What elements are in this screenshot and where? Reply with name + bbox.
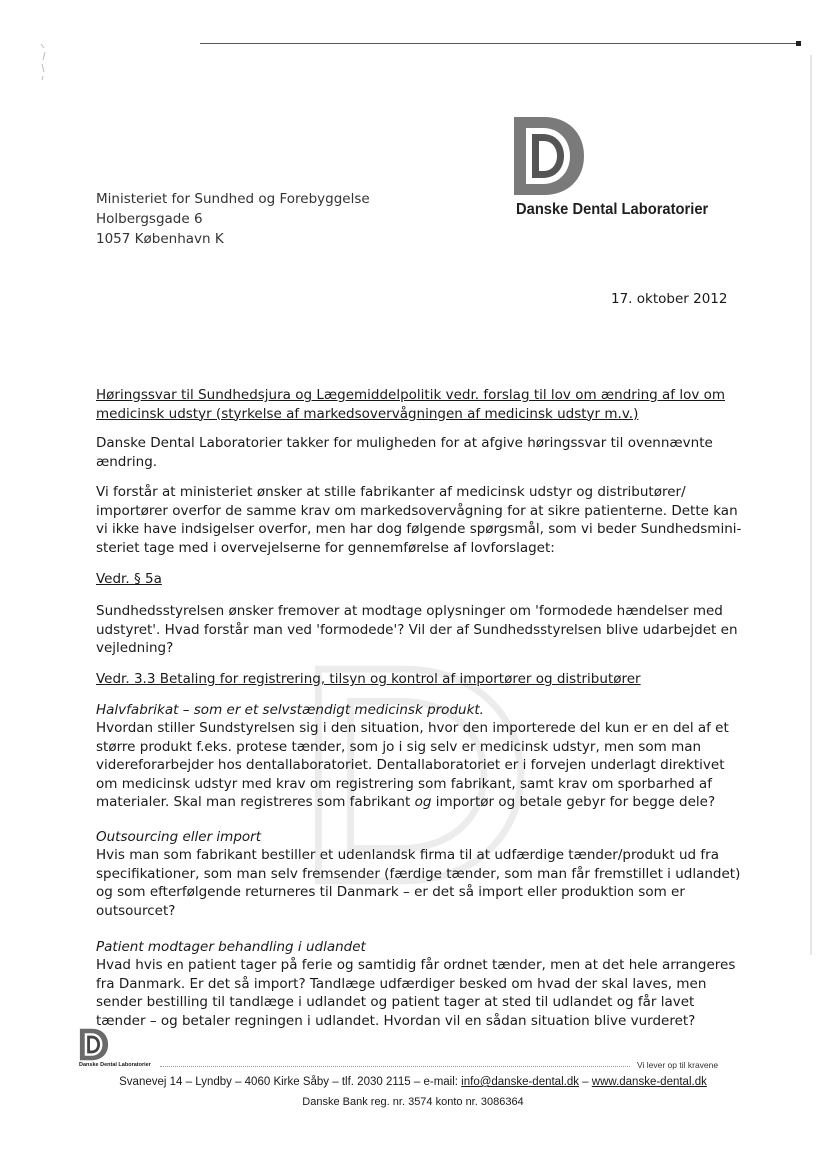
danske-dental-logo-icon (512, 115, 586, 197)
paragraph-line: Danske Dental Laboratorier takker for muligheden for at afgive høringssvar til ovennævnte (96, 435, 713, 451)
subsection-title-outsourcing: Outsourcing eller import (96, 829, 261, 845)
paragraph-line: om medicinsk udstyr med krav om registrering som fabrikant, samt krav om sporbarhed af (96, 775, 712, 792)
paragraph-line: ændring. (96, 453, 158, 470)
subsection-body-patient (96, 956, 736, 1030)
footer-website-link[interactable]: www.danske-dental.dk (591, 1076, 707, 1088)
top-rule-end-mark (796, 41, 801, 46)
footer-separator: – (578, 1076, 592, 1088)
letterhead-org-name: Danske Dental Laboratorier (516, 201, 709, 218)
staple-mark-icon (38, 42, 48, 82)
subsection-body-outsourcing (96, 846, 741, 920)
paragraph-line: Sundhedsstyrelsen ønsker fremover at modtage oplysninger om 'formodede hændelser med (96, 603, 723, 619)
top-rule (200, 43, 800, 44)
paragraph-line: Hvis man som fabrikant bestiller et udenlandsk firma til at udfærdige tænder/produkt ud fra (96, 847, 719, 863)
paragraph-intro (96, 434, 736, 471)
paragraph-line: videreforarbejder hos dentallaboratoriet. Dentallaboratoriet er i forvejen underlagt direktivet (96, 757, 725, 773)
subject-line-2: medicinsk udstyr (styrkelse af markedsovervågningen af medicinsk udstyr m.v.) (96, 405, 639, 422)
paragraph-line: udstyret'. Hvad forstår man ved 'formodede'? Vil der af Sundhedsstyrelsen blive udarbejdet en (96, 621, 738, 638)
letter-date: 17. oktober 2012 (611, 291, 728, 307)
paragraph-line: steriet tage med i overvejelserne for gennemførelse af lovforslaget: (96, 539, 555, 556)
paragraph-line: Hvordan stiller Sundstyrelsen sig i den situation, hvor den importerede del kun er en del af et (96, 720, 729, 736)
footer-logo-icon (79, 1028, 109, 1061)
subsection-title-patient: Patient modtager behandling i udlandet (96, 939, 366, 955)
paragraph-line: fra Danmark. Er det så import? Tandlæge udfærdiger besked om hvad der skal laves, men (96, 975, 707, 992)
section-heading-5a: Vedr. § 5a (96, 571, 162, 587)
paragraph-line: større produkt f.eks. protese tænder, som jo i sig selv er medicinsk udstyr, men som man (96, 738, 702, 755)
paragraph-line: specifikationer, som man selv fremsender (færdige tænder, som man får fremstillet i udlandet) (96, 865, 741, 882)
section-heading-3-3: Vedr. 3.3 Betaling for registrering, tilsyn og kontrol af importører og distributører (96, 671, 641, 687)
subject-heading (96, 386, 736, 423)
footer-address-text: Svanevej 14 – Lyndby – 4060 Kirke Såby – tlf. 2030 2115 – e-mail: (119, 1076, 462, 1088)
footer-tagline: Vi lever op til kravene (637, 1060, 719, 1070)
paragraph-line: outsourcet? (96, 902, 176, 919)
paragraph-line (96, 793, 736, 812)
scan-edge-shadow (810, 55, 812, 955)
paragraph-line: og som efterfølgende returneres til Danmark – er det så import eller produktion som er (96, 884, 685, 900)
text-run: materialer. Skal man registreres som fabrikant (96, 794, 415, 810)
footer-divider (160, 1066, 630, 1067)
paragraph-position (96, 483, 742, 557)
section-5a-body (96, 602, 736, 658)
footer-address (0, 1076, 826, 1088)
text-run: importør og betale gebyr for begge dele? (431, 794, 716, 810)
paragraph-line: Vi forstår at ministeriet ønsker at stille fabrikanter af medicinsk udstyr og distributører/ (96, 484, 686, 500)
paragraph-line: sender bestilling til tandlæge i udlandet og patient tager at sted til udlandet og får lavet (96, 994, 695, 1010)
paragraph-line: vejledning? (96, 640, 174, 656)
recipient-address (96, 189, 370, 249)
recipient-line-1: Ministeriet for Sundhed og Forebyggelse (96, 191, 370, 207)
subject-line-1: Høringssvar til Sundhedsjura og Lægemiddelpolitik vedr. forslag til lov om ændring af lov om (96, 387, 726, 403)
paragraph-line: importører overfor de samme krav om markedsovervågning for at sikre patienterne. Dette kan (96, 502, 738, 519)
paragraph-line: vi ikke have indsigelser overfor, men har dog følgende spørgsmål, som vi beder Sundhedsmini- (96, 521, 742, 537)
subsection-title-halvfabrikat: Halvfabrikat – som er et selvstændigt medicinsk produkt. (96, 702, 484, 718)
paragraph-line: tænder – og betaler regningen i udlandet. Hvordan vil en sådan situation blive vurderet? (96, 1012, 696, 1029)
footer-org-name: Danske Dental Laboratorier (79, 1062, 151, 1068)
subsection-body-halvfabrikat (96, 719, 736, 812)
recipient-line-2: Holbergsgade 6 (96, 211, 203, 227)
footer-bank-details: Danske Bank reg. nr. 3574 konto nr. 3086364 (302, 1096, 524, 1108)
emphasis-og: og (414, 794, 432, 810)
paragraph-line: Hvad hvis en patient tager på ferie og samtidig får ordnet tænder, men at det hele arrangeres (96, 957, 736, 973)
footer-email-link[interactable]: info@danske-dental.dk (461, 1076, 579, 1088)
recipient-line-3: 1057 København K (96, 231, 224, 247)
